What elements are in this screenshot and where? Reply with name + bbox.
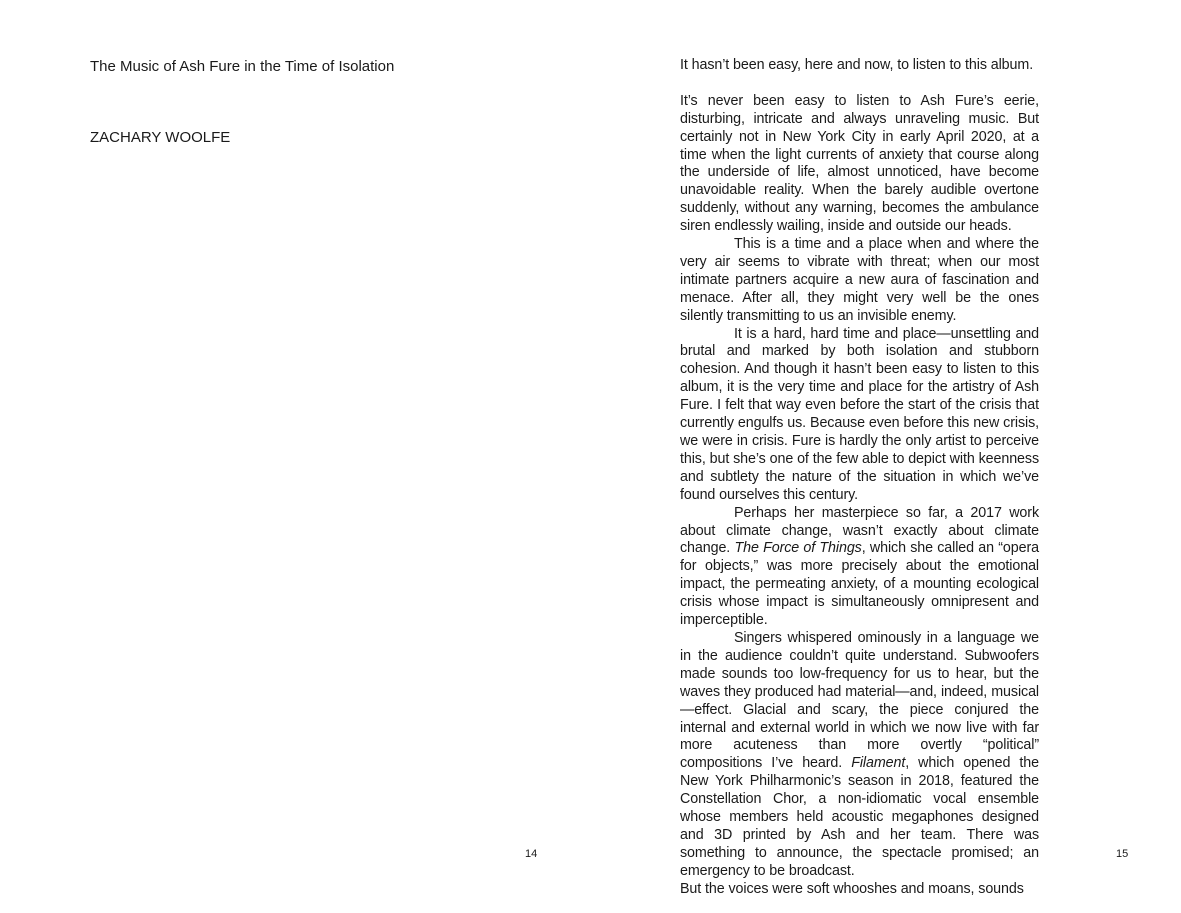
page-number-left: 14 [525, 848, 538, 860]
paragraph-2: This is a time and a place when and where the very air seems to vibrate with threat; when our most intimate partners acquire a new aura of fascination and menace. After all, they might very well be the ones silently transmitting to us an invisible enemy. [680, 236, 1039, 324]
paragraph-5 [680, 630, 1039, 881]
paragraph-1: It’s never been easy to listen to Ash Fure’s eerie, disturbing, intricate and always unraveling music. But certainly not in New York City in early April 2020, at a time when the light currents of anxiety that course along the underside of life, almost unnoticed, have become unavoidable reality. When the barely audible overtone suddenly, without any warning, becomes the ambulance siren endlessly wailing, inside and outside our heads. [680, 92, 1039, 235]
paragraph-4-text-start: Perhaps her masterpiece so far, a 2017 work about climate change, wasn’t exactly about climate change. [680, 504, 1039, 557]
lead-paragraph: It hasn’t been easy, here and now, to listen to this album. [680, 57, 1034, 73]
paragraph-4-text-end: , which she called an “opera for objects,” was more precisely about the emotional impact, the permeating anxiety, of a mounting ecological crisis whose impact is simultaneously omnipresent and imperceptible. [680, 540, 1039, 629]
paragraph-5-continuation: But the voices were soft whooshes and moans, sounds [680, 880, 1024, 897]
work-title-filament: Filament [851, 755, 906, 772]
paragraph-3: It is a hard, hard time and place—unsettling and brutal and marked by both isolation and stubborn cohesion. And though it hasn’t been easy to listen to this album, it is the very time and place for the artistry of Ash Fure. I felt that way even before the start of the crisis that currently engulfs us. Because even before this new crisis, we were in crisis. Fure is hardly the only artist to perceive this, but she’s one of the few able to depict with keenness and subtlety the nature of the situation in which we’ve found ourselves this century. [680, 325, 1039, 503]
essay-title: The Music of Ash Fure in the Time of Isolation [90, 58, 395, 75]
work-title-force-of-things: The Force of Things [734, 540, 862, 557]
paragraph-5-text-start: Singers whispered ominously in a language we in the audience couldn’t quite understand. Subwoofers made sounds too low-frequency for us to hear, but the waves they produced had material—and, indeed, musical—effect. Glacial and scary, the piece conjured the internal and external world in which we now live with far more acuteness than more overtly “political” compositions I’ve heard. [680, 629, 1039, 772]
essay-body [680, 57, 1039, 899]
paragraph-5-text-end: , which opened the New York Philharmonic’s season in 2018, featured the Constellation Chor, a non-idiomatic vocal ensemble whose members held acoustic megaphones designed and 3D printed by Ash and her team. There was something to announce, the spectacle promised; an emergency to be broadcast. [680, 755, 1039, 879]
left-page [0, 0, 590, 913]
paragraph-4 [680, 505, 1039, 630]
author-name: ZACHARY WOOLFE [90, 129, 231, 146]
page-number-right: 15 [1116, 848, 1129, 860]
